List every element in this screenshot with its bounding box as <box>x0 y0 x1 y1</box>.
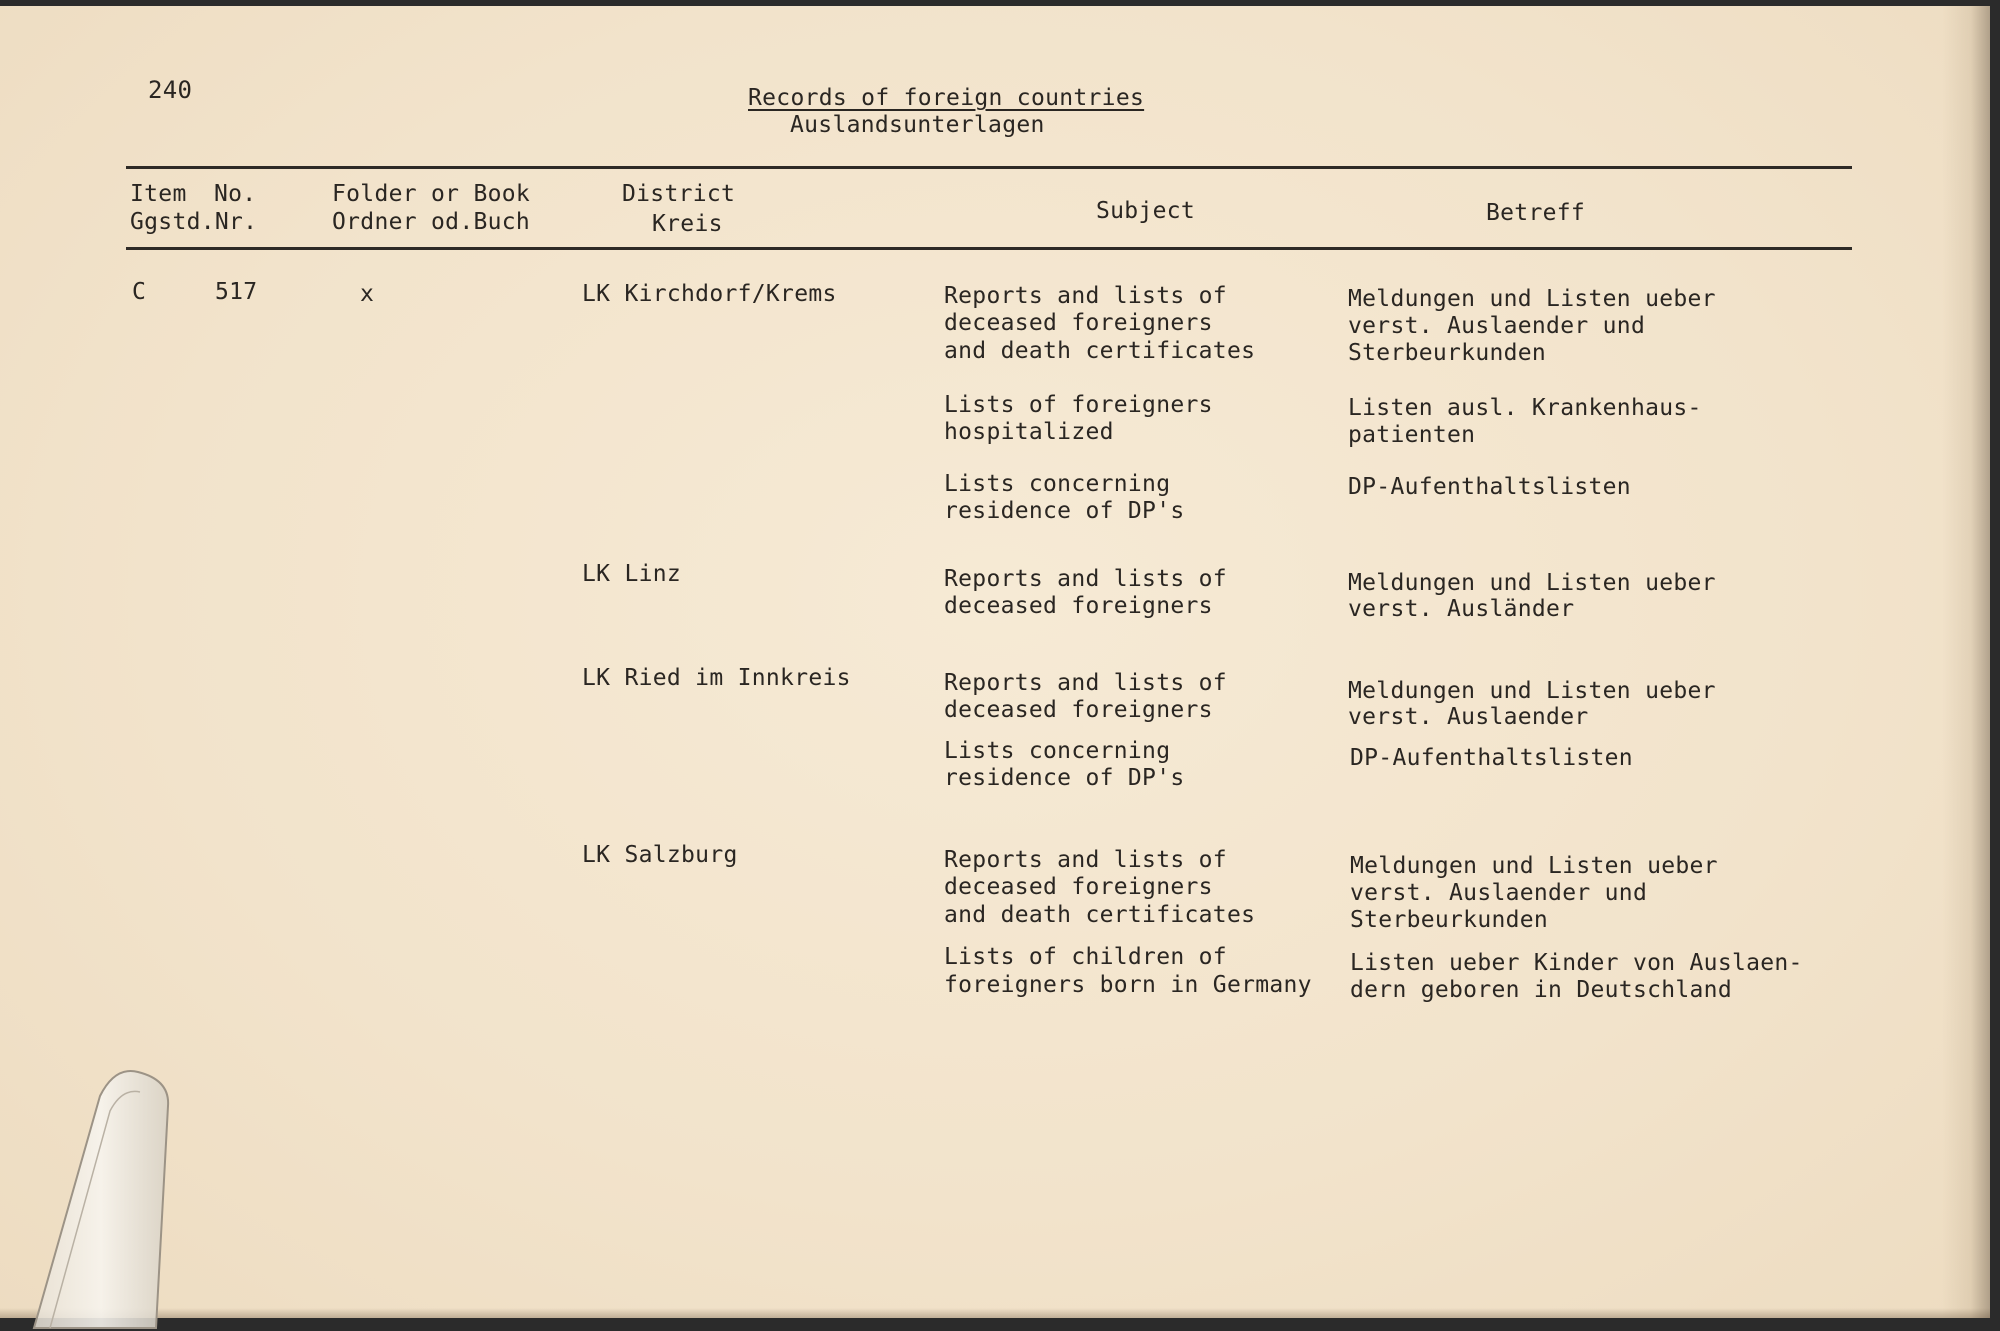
betreff-line: Meldungen und Listen ueber <box>1348 678 1716 704</box>
header-betreff: Betreff <box>1486 200 1586 226</box>
subject-line: deceased foreigners <box>944 697 1213 723</box>
district-name: LK Ried im Innkreis <box>582 665 851 691</box>
page-title: Records of foreign countries <box>748 85 1145 111</box>
header-no-en: No. <box>214 181 257 207</box>
subject-line: and death certificates <box>944 902 1256 928</box>
betreff-line: verst. Ausländer <box>1348 596 1575 622</box>
subject-line: foreigners born in Germany <box>944 972 1312 998</box>
header-item-en: Item <box>130 181 187 207</box>
subject-line: Lists concerning <box>944 471 1171 497</box>
header-top-rule <box>126 166 1852 169</box>
subject-line: Reports and lists of <box>944 283 1227 309</box>
page-bottom-edge <box>0 1308 1990 1318</box>
record-folder: x <box>360 281 375 307</box>
subject-line: hospitalized <box>944 419 1114 445</box>
betreff-line: DP-Aufenthaltslisten <box>1348 474 1631 500</box>
page-number: 240 <box>148 76 193 104</box>
betreff-line: Meldungen und Listen ueber <box>1350 853 1718 879</box>
district-name: LK Salzburg <box>582 842 738 868</box>
subject-line: Lists of children of <box>944 944 1227 970</box>
header-district-en: District <box>622 181 736 207</box>
record-item: C <box>132 279 147 305</box>
betreff-line: Listen ausl. Krankenhaus- <box>1348 395 1702 421</box>
betreff-line: patienten <box>1348 422 1476 448</box>
document-page <box>0 6 1990 1318</box>
betreff-line: verst. Auslaender und <box>1350 880 1648 906</box>
subject-line: Lists of foreigners <box>944 392 1213 418</box>
header-bottom-rule <box>126 247 1852 250</box>
header-subject: Subject <box>1096 198 1196 224</box>
betreff-line: Meldungen und Listen ueber <box>1348 570 1716 596</box>
header-district-de: Kreis <box>652 211 723 237</box>
page-curl-shadow <box>1942 6 1990 1318</box>
betreff-line: Sterbeurkunden <box>1350 907 1549 933</box>
betreff-line: Listen ueber Kinder von Auslaen- <box>1350 950 1803 976</box>
subject-line: residence of DP's <box>944 765 1185 791</box>
subject-line: deceased foreigners <box>944 874 1213 900</box>
header-folder-de: Ordner od.Buch <box>332 209 531 235</box>
subject-line: Reports and lists of <box>944 566 1227 592</box>
betreff-line: verst. Auslaender und <box>1348 313 1646 339</box>
subject-line: and death certificates <box>944 338 1256 364</box>
district-name: LK Kirchdorf/Krems <box>582 281 837 307</box>
header-item-de: Ggstd.Nr. <box>130 209 258 235</box>
page-subtitle: Auslandsunterlagen <box>790 112 1045 138</box>
betreff-line: Sterbeurkunden <box>1348 340 1547 366</box>
subject-line: residence of DP's <box>944 498 1185 524</box>
page-clip-icon <box>30 1066 190 1331</box>
betreff-line: Meldungen und Listen ueber <box>1348 286 1716 312</box>
betreff-line: verst. Auslaender <box>1348 704 1589 730</box>
betreff-line: DP-Aufenthaltslisten <box>1350 745 1633 771</box>
subject-line: deceased foreigners <box>944 310 1213 336</box>
header-folder-en: Folder or Book <box>332 181 531 207</box>
subject-line: Reports and lists of <box>944 670 1227 696</box>
record-number: 517 <box>215 279 258 305</box>
betreff-line: dern geboren in Deutschland <box>1350 977 1732 1003</box>
subject-line: Lists concerning <box>944 738 1171 764</box>
subject-line: Reports and lists of <box>944 847 1227 873</box>
subject-line: deceased foreigners <box>944 593 1213 619</box>
district-name: LK Linz <box>582 561 682 587</box>
